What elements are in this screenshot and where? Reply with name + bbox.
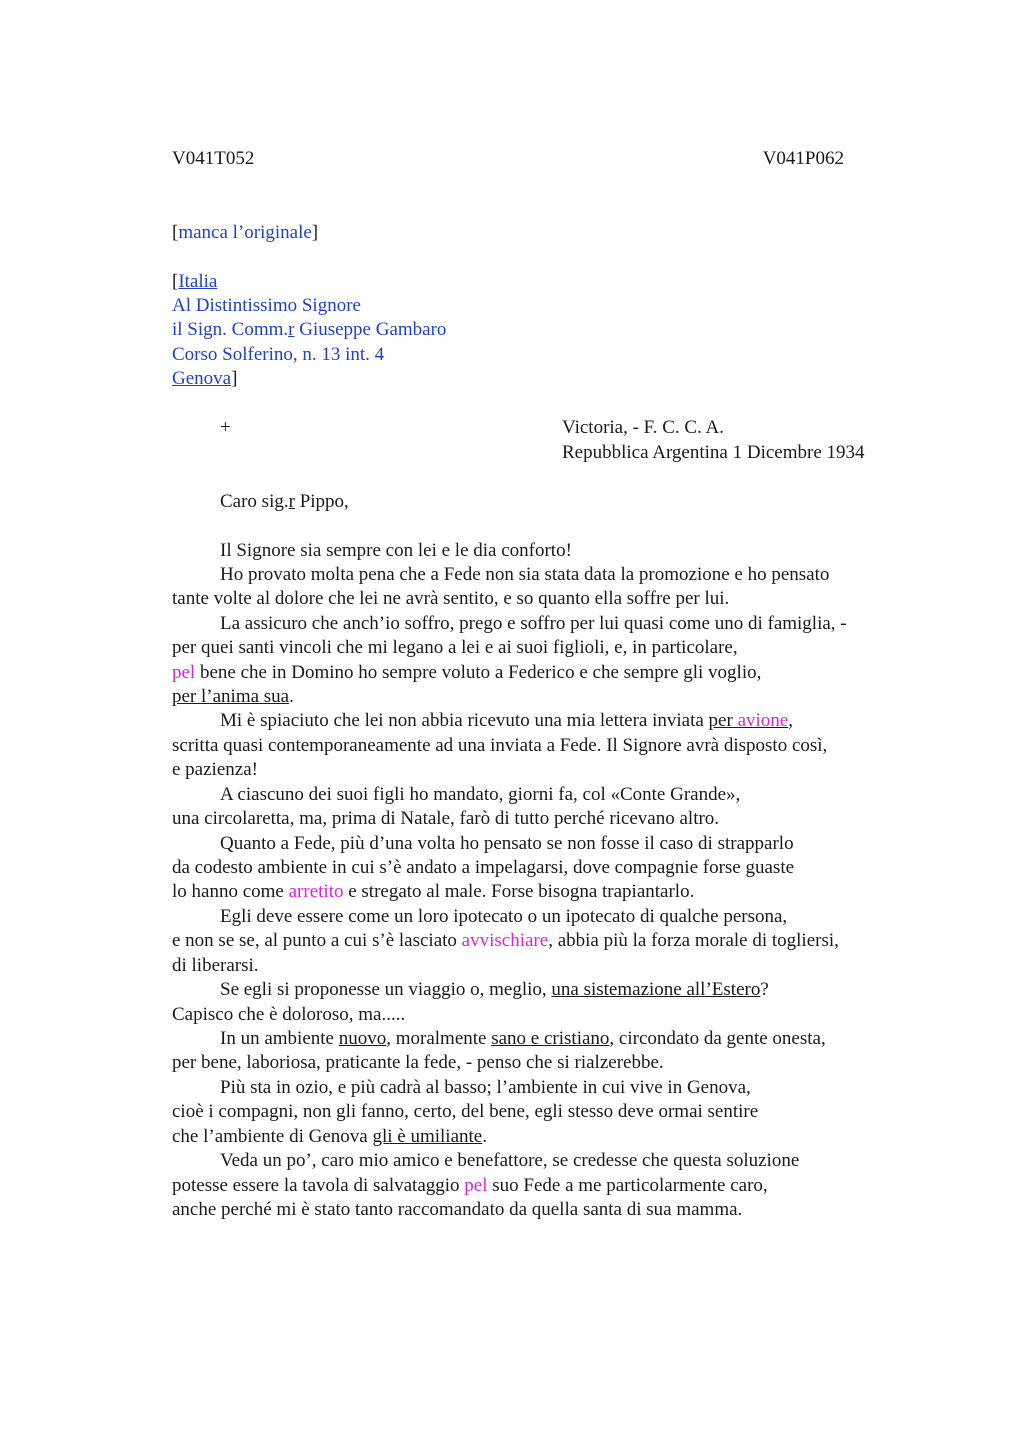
underlined-text: sano e cristiano [491,1028,610,1049]
body-line [172,685,294,709]
body-text: . [289,686,294,707]
highlight-word: avvischiare [461,930,549,951]
cross-mark: + [220,417,231,438]
body-line: cioè i compagni, non gli fanno, certo, del bene, egli stesso deve ormai sentire [172,1101,759,1122]
document-code-left: V041T052 [172,148,255,169]
superscript-r: r [288,491,295,512]
salutation-start: Caro sig. [220,491,289,512]
body-text: , abbia più la forza morale di togliersi, [548,930,839,951]
body-line [172,880,694,904]
body-line: e pazienza! [172,759,258,780]
note-text: manca l’originale [178,222,312,243]
body-line: Ho provato molta pena che a Fede non sia stata data la promozione e ho pensato [220,564,830,585]
address-city [172,367,237,391]
body-text: bene che in Domino ho sempre voluto a Federico e che sempre gli voglio, [195,662,762,683]
underlined-text: nuovo [338,1028,387,1049]
body-line: A ciascuno dei suoi figli ho mandato, giorni fa, col «Conte Grande», [220,784,741,805]
body-line: scritta quasi contemporaneamente ad una inviata a Fede. Il Signore avrà disposto così, [172,735,828,756]
place-line: Victoria, - F. C. C. A. [562,417,725,438]
highlight-word: pel [172,662,196,683]
address-name-surname: Giuseppe Gambaro [294,319,447,340]
body-line: per quei santi vincoli che mi legano a lei e ai suoi figlioli, e, in particolare, [172,637,738,658]
salutation [220,490,349,514]
body-line: Egli deve essere come un loro ipotecato o un ipotecato di qualche persona, [220,906,788,927]
address-name-title: il Sign. Comm. [172,319,289,340]
body-text: che l’ambiente di Genova [172,1126,373,1147]
underlined-text: gli è umiliante [372,1126,483,1147]
body-line: Quanto a Fede, più d’una volta ho pensato se non fosse il caso di strapparlo [220,833,794,854]
superscript-r: r [288,319,295,340]
body-line [172,1174,768,1198]
editorial-note [172,221,318,245]
bracket-close: ] [231,368,238,389]
underlined-text: una sistemazione all’Estero [551,979,761,1000]
body-text: suo Fede a me particolarmente caro, [487,1175,768,1196]
highlight-word: pel [464,1175,488,1196]
body-line: Il Signore sia sempre con lei e le dia conforto! [220,540,572,561]
bracket-open: [ [172,222,179,243]
body-line: Più sta in ozio, e più cadrà al basso; l’ambiente in cui vive in Genova, [220,1077,751,1098]
body-line: per bene, laboriosa, praticante la fede, - penso che si rialzerebbe. [172,1052,664,1073]
underlined-word: per [708,710,738,731]
highlight-word: avione [737,710,789,731]
city: Genova [172,368,232,389]
body-line [220,1027,826,1051]
salutation-end: Pippo, [294,491,349,512]
address-country [172,270,217,294]
document-code-right: V041P062 [762,148,844,169]
body-text: potesse essere la tavola di salvataggio [172,1175,465,1196]
underlined-text: per l’anima sua [172,686,290,707]
body-line: una circolaretta, ma, prima di Natale, farò di tutto perché ricevano altro. [172,808,720,829]
highlight-word: arretito [288,881,344,902]
body-text: e non se se, al punto a cui s’è lasciato [172,930,462,951]
body-text: lo hanno come [172,881,289,902]
body-line [172,1125,487,1149]
body-line [220,709,793,733]
body-line: tante volte al dolore che lei ne avrà sentito, e so quanto ella soffre per lui. [172,588,730,609]
address-street: Corso Solferino, n. 13 int. 4 [172,344,385,365]
body-text: e stregato al male. Forse bisogna trapiantarlo. [343,881,695,902]
body-text: Mi è spiaciuto che lei non abbia ricevuto una mia lettera inviata [220,710,709,731]
date-line: Repubblica Argentina 1 Dicembre 1934 [562,442,865,463]
body-text: In un ambiente [220,1028,339,1049]
address-name [172,318,446,342]
body-text: Se egli si proponesse un viaggio o, meglio, [220,979,552,1000]
body-line [172,661,761,685]
body-line: Veda un po’, caro mio amico e benefattore, se credesse che questa soluzione [220,1150,800,1171]
body-line: anche perché mi è stato tanto raccomandato da quella santa di sua mamma. [172,1199,743,1220]
bracket-open: [ [172,271,179,292]
body-text: , [788,710,793,731]
body-line: La assicuro che anch’io soffro, prego e soffro per lui quasi come uno di famiglia, - [220,613,847,634]
address-recipient: Al Distintissimo Signore [172,295,361,316]
bracket-close: ] [311,222,319,243]
body-text: ? [760,979,769,1000]
body-line: di liberarsi. [172,955,259,976]
body-line: Capisco che è doloroso, ma..... [172,1004,406,1025]
body-line: da codesto ambiente in cui s’è andato a impelagarsi, dove compagnie forse guaste [172,857,795,878]
underlined-text [709,710,789,731]
body-text: . [482,1126,487,1147]
body-line [172,929,839,953]
body-line [220,978,769,1002]
country: Italia [178,271,218,292]
body-text: , circondato da gente onesta, [609,1028,826,1049]
body-text: , moralmente [386,1028,492,1049]
